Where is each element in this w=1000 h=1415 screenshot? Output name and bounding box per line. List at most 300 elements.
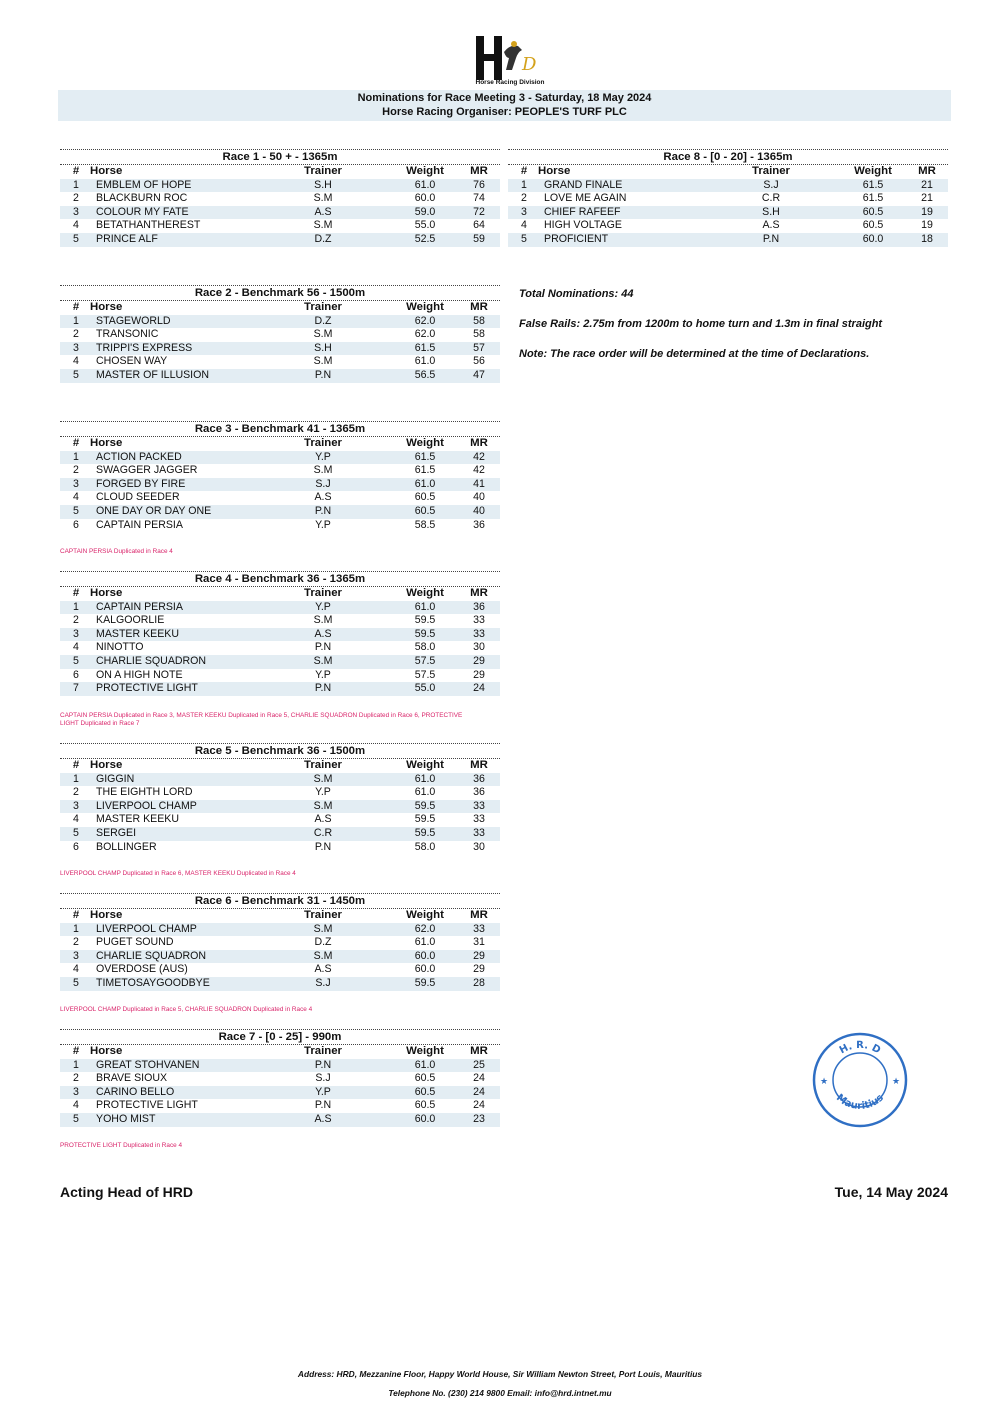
table-row [508,206,948,220]
cell-number: 2 [73,936,79,949]
cell-horse: ACTION PACKED [96,450,182,463]
table-row [60,800,500,814]
cell-mr: 74 [473,192,485,205]
cell-number: 5 [521,232,527,245]
cell-number: 5 [73,976,79,989]
cell-horse: CHARLIE SQUADRON [96,949,207,962]
cell-trainer: S.H [762,205,780,218]
cell-trainer: P.N [314,682,332,695]
cell-trainer: P.N [314,1099,332,1112]
table-row [60,977,500,991]
page-title: Nominations for Race Meeting 3 - Saturday, 18 May 2024 [357,92,652,104]
header-weight: Weight [406,165,444,177]
cell-horse: CHIEF RAFEEF [544,205,621,218]
cell-horse: GREAT STOHVANEN [96,1058,200,1071]
cell-mr: 36 [473,518,485,531]
header-num: # [72,301,80,313]
cell-mr: 23 [473,1112,485,1125]
cell-weight: 61.5 [414,341,436,354]
race-title: Race 8 - [0 - 20] - 1365m [663,151,793,163]
footer-address: Address: HRD, Mezzanine Floor, Happy World House, Sir William Newton Street, Port Louis, Mauritius [297,1369,703,1379]
cell-mr: 29 [473,654,485,667]
cell-mr: 58 [473,328,485,341]
svg-text:D: D [522,54,537,75]
cell-trainer: S.M [313,922,333,935]
cell-mr: 33 [473,922,485,935]
table-row [60,773,500,787]
cell-trainer: S.M [313,355,333,368]
cell-horse: PROTECTIVE LIGHT [96,682,198,695]
cell-mr: 24 [473,1072,485,1085]
cell-number: 7 [73,682,79,695]
cell-horse: KALGOORLIE [96,614,165,627]
header-trainer: Trainer [304,909,342,921]
cell-mr: 64 [473,219,485,232]
table-row [60,355,500,369]
cell-horse: MASTER KEEKU [96,627,180,640]
cell-horse: HIGH VOLTAGE [544,219,622,232]
header-mr: MR [470,587,488,599]
table-row [60,628,500,642]
cell-horse: THE EIGHTH LORD [96,786,193,799]
table-row [60,1099,500,1113]
cell-trainer: A.S [762,219,780,232]
race-table-3 [60,421,500,532]
cell-horse: EMBLEM OF HOPE [96,178,192,191]
cell-number: 3 [73,949,79,962]
header-weight: Weight [854,165,892,177]
table-row [60,315,500,329]
cell-horse: MASTER OF ILLUSION [96,368,210,381]
header-weight: Weight [406,759,444,771]
header-num: # [72,437,80,449]
cell-number: 1 [73,314,79,327]
cell-mr: 57 [473,341,485,354]
header-num: # [520,165,528,177]
cell-trainer: S.M [313,949,333,962]
cell-number: 5 [73,232,79,245]
cell-horse: ON A HIGH NOTE [96,668,183,681]
header-num: # [72,1045,80,1057]
signature-date: Tue, 14 May 2024 [834,1184,948,1200]
table-row [60,206,500,220]
race-order-note: Note: The race order will be determined at the time of Declarations. [519,348,870,360]
cell-trainer: Y.P [315,668,331,681]
table-row [60,233,500,247]
table-row [60,1086,500,1100]
table-row [60,328,500,342]
cell-horse: PROTECTIVE LIGHT [96,1099,198,1112]
cell-weight: 61.5 [862,192,884,205]
cell-trainer: C.R [313,826,333,839]
cell-weight: 56.5 [414,368,436,381]
cell-horse: NINOTTO [96,641,144,654]
cell-mr: 24 [473,1085,485,1098]
race-5-duplicate-note: LIVERPOOL CHAMP Duplicated in Race 6, MASTER KEEKU Duplicated in Race 4 [60,870,296,877]
title-band [58,90,951,121]
cell-weight: 60.0 [414,949,436,962]
cell-weight: 59.0 [414,205,436,218]
race-table-7 [60,1029,500,1127]
cell-mr: 42 [473,450,485,463]
cell-mr: 18 [921,232,933,245]
table-header [60,1044,500,1059]
cell-number: 2 [73,786,79,799]
cell-weight: 59.5 [414,627,436,640]
table-row [60,491,500,505]
cell-number: 4 [73,813,79,826]
svg-text:★: ★ [820,1076,829,1086]
cell-weight: 60.5 [414,491,436,504]
header-trainer: Trainer [304,1045,342,1057]
cell-weight: 58.0 [414,840,436,853]
cell-weight: 60.5 [414,1072,436,1085]
cell-weight: 59.5 [414,826,436,839]
cell-trainer: Y.P [315,450,331,463]
cell-mr: 36 [473,600,485,613]
cell-mr: 24 [473,1099,485,1112]
cell-trainer: S.M [313,219,333,232]
cell-horse: OVERDOSE (AUS) [96,963,188,976]
cell-weight: 59.5 [414,614,436,627]
race-title: Race 6 - Benchmark 31 - 1450m [194,895,366,907]
cell-mr: 19 [921,205,933,218]
header-mr: MR [470,1045,488,1057]
cell-weight: 61.0 [414,1058,436,1071]
cell-number: 5 [73,504,79,517]
cell-number: 2 [73,1072,79,1085]
cell-trainer: S.M [313,192,333,205]
cell-horse: STAGEWORLD [96,314,171,327]
cell-weight: 57.5 [414,668,436,681]
cell-weight: 60.0 [414,192,436,205]
cell-mr: 47 [473,368,485,381]
cell-horse: LIVERPOOL CHAMP [96,799,197,812]
header-mr: MR [470,909,488,921]
cell-number: 2 [73,192,79,205]
cell-number: 3 [521,205,527,218]
cell-weight: 61.5 [414,464,436,477]
cell-weight: 61.0 [414,600,436,613]
table-row [60,813,500,827]
cell-weight: 57.5 [414,654,436,667]
race-6-duplicate-note: LIVERPOOL CHAMP Duplicated in Race 5, CHARLIE SQUADRON Duplicated in Race 4 [60,1006,313,1013]
cell-mr: 28 [473,976,485,989]
race-table-1 [60,149,500,247]
cell-trainer: P.N [314,641,332,654]
header-mr: MR [470,437,488,449]
cell-mr: 36 [473,772,485,785]
cell-trainer: A.S [314,205,332,218]
cell-number: 1 [521,178,527,191]
race-title: Race 3 - Benchmark 41 - 1365m [194,423,366,435]
organiser: Horse Racing Organiser: PEOPLE'S TURF PLC [382,106,627,118]
cell-trainer: S.M [313,464,333,477]
cell-trainer: S.M [313,328,333,341]
cell-horse: MASTER KEEKU [96,813,180,826]
header-num: # [72,587,80,599]
cell-trainer: A.S [314,1112,332,1125]
table-row [60,192,500,206]
cell-number: 1 [73,1058,79,1071]
table-row [508,179,948,193]
cell-horse: CHARLIE SQUADRON [96,654,207,667]
table-row [508,219,948,233]
cell-horse: LIVERPOOL CHAMP [96,922,197,935]
cell-horse: BRAVE SIOUX [96,1072,168,1085]
cell-number: 6 [73,668,79,681]
cell-mr: 33 [473,826,485,839]
header-horse: Horse [90,437,123,449]
cell-trainer: A.S [314,813,332,826]
cell-trainer: P.N [314,1058,332,1071]
hrd-stamp [808,1028,912,1132]
table-header [60,436,500,451]
cell-weight: 61.5 [414,450,436,463]
cell-horse: PUGET SOUND [96,936,174,949]
cell-mr: 30 [473,840,485,853]
table-row [60,1059,500,1073]
race-title: Race 7 - [0 - 25] - 990m [218,1031,342,1043]
cell-horse: YOHO MIST [96,1112,156,1125]
cell-trainer: A.S [314,627,332,640]
header-horse: Horse [90,165,123,177]
total-nominations: Total Nominations: 44 [519,288,634,300]
cell-weight: 62.0 [414,314,436,327]
cell-horse: COLOUR MY FATE [96,205,189,218]
cell-trainer: S.J [763,178,779,191]
table-header [60,300,500,315]
cell-number: 3 [73,477,79,490]
table-row [60,827,500,841]
table-row [60,1113,500,1127]
cell-horse: GRAND FINALE [544,178,623,191]
race-table-6 [60,893,500,991]
header-horse: Horse [90,1045,123,1057]
cell-number: 4 [73,491,79,504]
cell-mr: 56 [473,355,485,368]
cell-mr: 29 [473,949,485,962]
cell-trainer: S.H [314,341,332,354]
cell-weight: 52.5 [414,232,436,245]
cell-weight: 58.5 [414,518,436,531]
header-horse: Horse [90,587,123,599]
cell-number: 5 [73,1112,79,1125]
cell-mr: 30 [473,641,485,654]
cell-number: 3 [73,341,79,354]
table-row [60,1072,500,1086]
cell-trainer: D.Z [314,232,332,245]
table-row [508,192,948,206]
cell-horse: ONE DAY OR DAY ONE [96,504,212,517]
cell-horse: LOVE ME AGAIN [544,192,627,205]
cell-number: 6 [73,840,79,853]
cell-number: 5 [73,368,79,381]
cell-horse: GIGGIN [96,772,135,785]
table-row [508,233,948,247]
cell-weight: 60.5 [862,219,884,232]
cell-horse: CAPTAIN PERSIA [96,518,183,531]
cell-trainer: Y.P [315,518,331,531]
cell-mr: 31 [473,936,485,949]
table-row [60,519,500,533]
cell-weight: 60.5 [414,1085,436,1098]
cell-number: 5 [73,826,79,839]
cell-horse: CAPTAIN PERSIA [96,600,183,613]
cell-number: 6 [73,518,79,531]
cell-number: 5 [73,654,79,667]
race-title: Race 1 - 50 + - 1365m [222,151,338,163]
cell-mr: 33 [473,614,485,627]
cell-horse: CLOUD SEEDER [96,491,180,504]
cell-weight: 60.5 [414,1099,436,1112]
header-num: # [72,759,80,771]
cell-weight: 61.0 [414,786,436,799]
header-trainer: Trainer [304,165,342,177]
race-table-4 [60,571,500,696]
cell-mr: 41 [473,477,485,490]
table-row [60,478,500,492]
cell-trainer: S.M [313,799,333,812]
cell-trainer: P.N [314,504,332,517]
table-header [60,586,500,601]
cell-weight: 55.0 [414,219,436,232]
svg-text:Mauritius [834,1092,886,1112]
race-3-duplicate-note: CAPTAIN PERSIA Duplicated in Race 4 [60,548,173,555]
cell-mr: 59 [473,232,485,245]
table-row [60,464,500,478]
cell-number: 3 [73,799,79,812]
header-trainer: Trainer [304,301,342,313]
header-mr: MR [470,165,488,177]
stamp-bottom-text: Mauritius [834,1092,886,1112]
cell-weight: 61.0 [414,772,436,785]
cell-mr: 21 [921,178,933,191]
race-table-8 [508,149,948,247]
table-row [60,219,500,233]
cell-horse: SWAGGER JAGGER [96,464,198,477]
race-7-duplicate-note: PROTECTIVE LIGHT Duplicated in Race 4 [60,1142,183,1149]
cell-mr: 29 [473,668,485,681]
table-row [60,655,500,669]
cell-trainer: Y.P [315,1085,331,1098]
header-num: # [72,909,80,921]
header-mr: MR [918,165,936,177]
race-title: Race 2 - Benchmark 56 - 1500m [194,287,366,299]
cell-trainer: S.M [313,654,333,667]
cell-horse: CARINO BELLO [96,1085,175,1098]
cell-trainer: Y.P [315,600,331,613]
race-table-2 [60,285,500,383]
table-row [60,505,500,519]
cell-number: 4 [73,1099,79,1112]
table-row [60,451,500,465]
table-row [60,641,500,655]
cell-weight: 61.0 [414,477,436,490]
table-header [508,164,948,179]
cell-number: 1 [73,178,79,191]
cell-mr: 24 [473,682,485,695]
cell-weight: 62.0 [414,922,436,935]
table-header [60,164,500,179]
table-row [60,682,500,696]
table-row [60,950,500,964]
cell-mr: 76 [473,178,485,191]
cell-trainer: S.J [315,477,331,490]
cell-mr: 25 [473,1058,485,1071]
cell-horse: TRANSONIC [96,328,159,341]
cell-trainer: S.M [313,772,333,785]
header-horse: Horse [90,301,123,313]
cell-weight: 61.0 [414,936,436,949]
stamp-top-text: H. R. D [837,1039,883,1057]
cell-trainer: S.J [315,1072,331,1085]
cell-horse: BETATHANTHEREST [96,219,201,232]
cell-number: 4 [73,219,79,232]
cell-mr: 19 [921,219,933,232]
cell-weight: 55.0 [414,682,436,695]
header-trainer: Trainer [752,165,790,177]
table-row [60,601,500,615]
table-row [60,669,500,683]
cell-horse: PRINCE ALF [96,232,158,245]
cell-weight: 61.0 [414,178,436,191]
cell-weight: 61.0 [414,355,436,368]
table-row [60,963,500,977]
cell-horse: TIMETOSAYGOODBYE [96,976,210,989]
svg-text:H. R. D [838,1040,882,1056]
signatory: Acting Head of HRD [60,1184,193,1200]
cell-horse: CHOSEN WAY [96,355,168,368]
header-weight: Weight [406,587,444,599]
cell-mr: 33 [473,799,485,812]
table-row [60,841,500,855]
cell-number: 1 [73,600,79,613]
cell-weight: 60.5 [862,205,884,218]
cell-horse: TRIPPI'S EXPRESS [96,341,193,354]
cell-trainer: S.J [315,976,331,989]
race-4-duplicate-note: CAPTAIN PERSIA Duplicated in Race 3, MASTER KEEKU Duplicated in Race 5, CHARLIE SQUADRON Duplicated in Race 6, PROTECTIVE LIGHT Duplicated in Race 7 [60,712,463,727]
cell-trainer: S.H [314,178,332,191]
cell-number: 2 [73,614,79,627]
race-title: Race 4 - Benchmark 36 - 1365m [194,573,366,585]
cell-weight: 60.0 [414,963,436,976]
header-weight: Weight [406,301,444,313]
cell-horse: PROFICIENT [544,232,609,245]
cell-number: 2 [73,328,79,341]
cell-weight: 60.0 [414,1112,436,1125]
header-weight: Weight [406,437,444,449]
cell-trainer: A.S [314,963,332,976]
cell-weight: 61.5 [862,178,884,191]
header-mr: MR [470,759,488,771]
cell-number: 4 [521,219,527,232]
cell-horse: BOLLINGER [96,840,157,853]
cell-number: 4 [73,641,79,654]
table-row [60,923,500,937]
race-title: Race 5 - Benchmark 36 - 1500m [194,745,366,757]
cell-mr: 58 [473,314,485,327]
header-horse: Horse [90,759,123,771]
table-header [60,758,500,773]
cell-number: 3 [73,627,79,640]
cell-number: 2 [73,464,79,477]
header-num: # [72,165,80,177]
cell-mr: 29 [473,963,485,976]
false-rails-note: False Rails: 2.75m from 1200m to home turn and 1.3m in final straight [519,318,883,330]
cell-number: 3 [73,205,79,218]
cell-number: 4 [73,963,79,976]
